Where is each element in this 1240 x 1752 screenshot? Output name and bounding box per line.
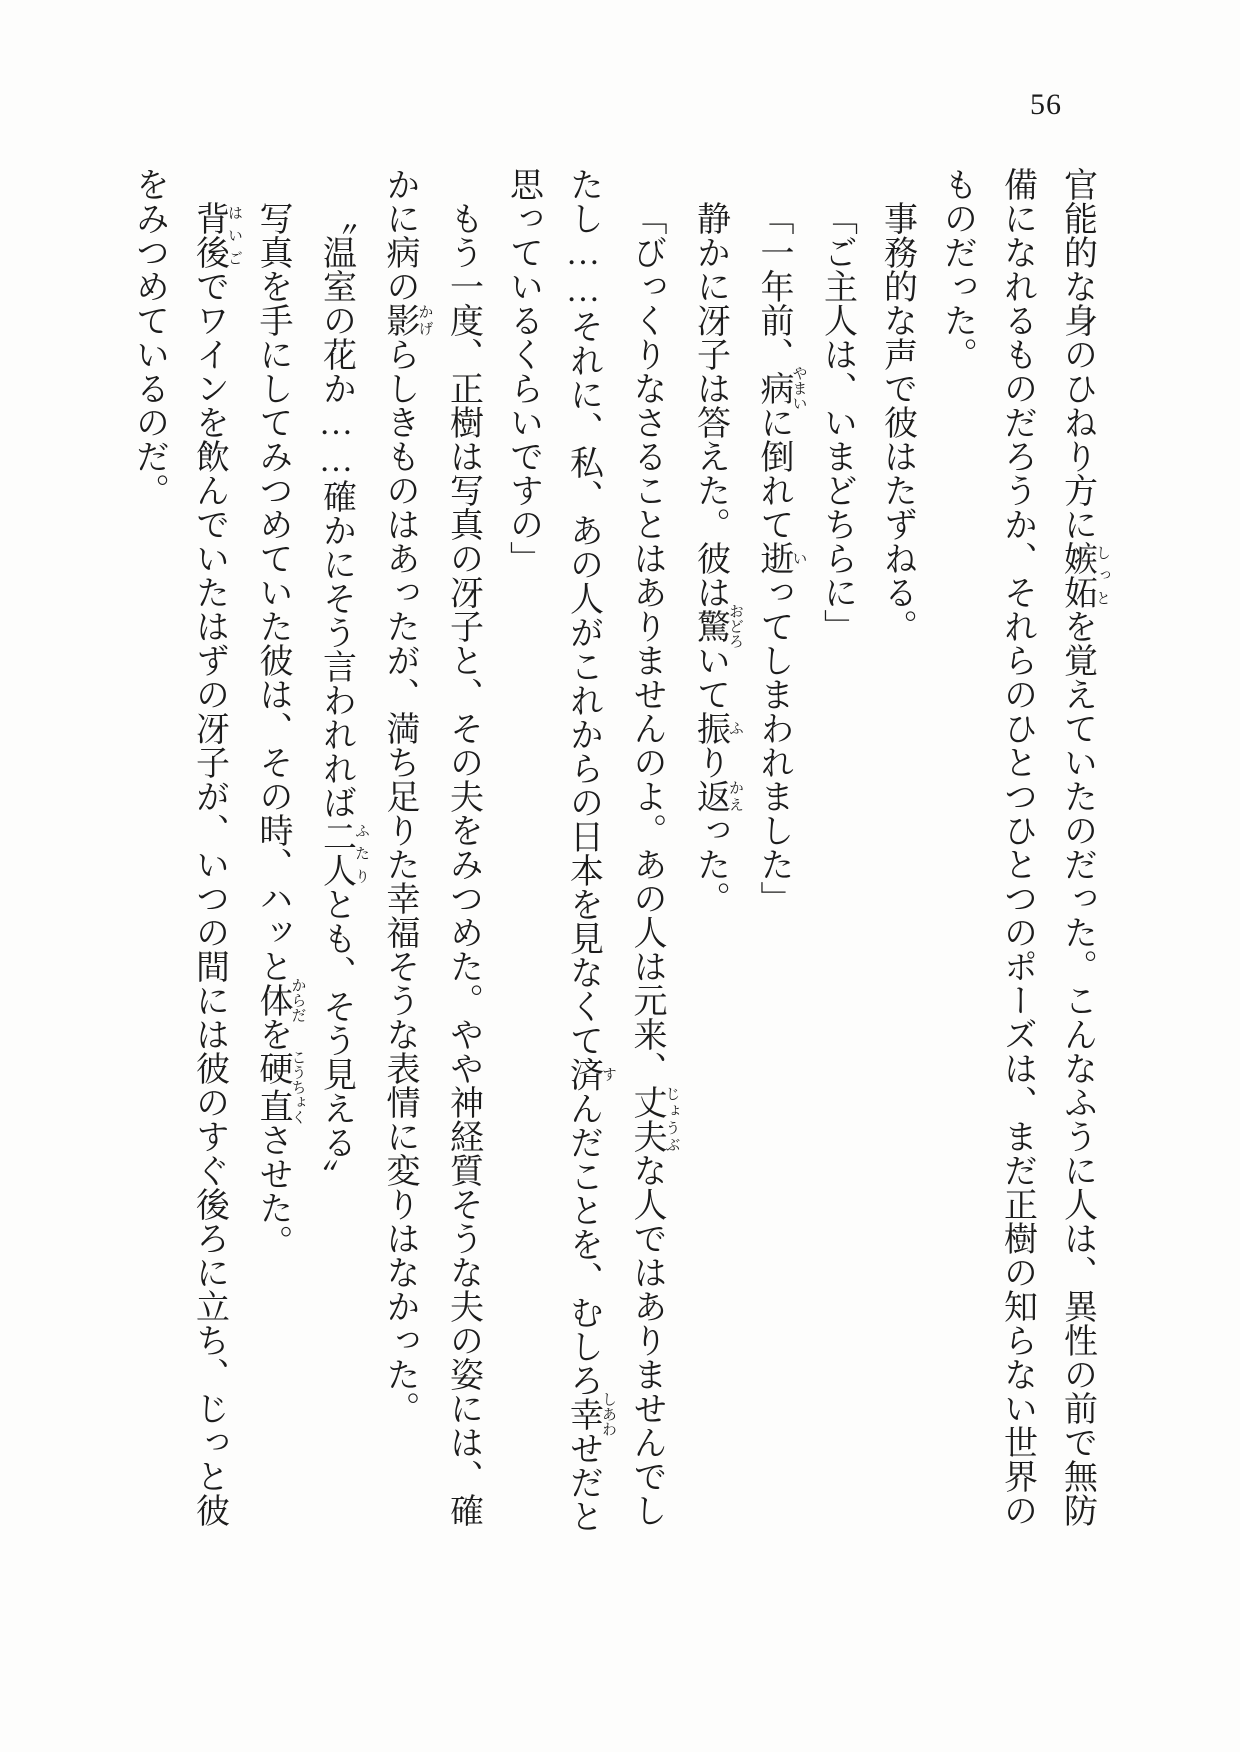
furigana-ruby: 病やまい	[755, 365, 807, 411]
furigana-reading: はいご	[226, 201, 242, 269]
furigana-reading: やまい	[790, 365, 807, 411]
furigana-reading: おどろ	[727, 603, 743, 649]
text-line: をみつめているのだ。	[130, 167, 168, 507]
text-line: 写真を手にしてみつめていた彼は、その時、ハッと体からだを硬直こうちょくさせた。	[254, 201, 306, 1259]
furigana-reading: こうちょく	[289, 1049, 306, 1125]
furigana-reading: じょうぶ	[663, 1085, 680, 1153]
furigana-ruby: 驚おどろ	[691, 603, 743, 649]
text-line: 「一年前、病やまいに倒れて逝いってしまわれました」	[755, 201, 807, 915]
furigana-ruby: 嫉妬しっと	[1058, 541, 1110, 609]
furigana-reading: ふ	[727, 711, 743, 745]
text-line: 「ご主人は、いまどちらに」	[818, 201, 856, 643]
furigana-ruby: 硬直こうちょく	[254, 1049, 306, 1125]
furigana-ruby: 幸しあわ	[564, 1391, 616, 1437]
furigana-ruby: 二人ふたり	[317, 819, 369, 887]
text-line: たし……それに、私、あの人がこれからの日本を見なくて済すんだことを、むしろ幸しあわせだと	[564, 167, 616, 1533]
text-line: 備になれるものだろうか、それらのひとつひとつのポーズは、まだ正樹の知らない世界の	[998, 167, 1036, 1527]
text-line: 官能的な身のひねり方に嫉妬しっとを覚えていたのだった。こんなふうに人は、異性の前で無防	[1058, 167, 1110, 1527]
furigana-reading: かげ	[416, 303, 433, 337]
text-block	[119, 167, 1111, 1531]
text-line: ものだった。	[938, 167, 976, 371]
furigana-reading: からだ	[289, 977, 306, 1023]
page-number: 56	[1030, 88, 1062, 121]
text-line: 〝温室の花か……確かにそう言われれば二人ふたりとも、そう見える〟	[317, 201, 369, 1193]
furigana-ruby: 体からだ	[254, 977, 306, 1023]
furigana-ruby: 背後はいご	[190, 201, 242, 269]
furigana-ruby: 影かげ	[381, 303, 433, 337]
furigana-ruby: 返かえ	[691, 779, 743, 813]
text-line: 思っているくらいですの」	[504, 167, 542, 575]
text-line: もう一度、正樹は写真の冴子と、その夫をみつめた。やや神経質そうな夫の姿には、確	[444, 201, 482, 1527]
furigana-reading: かえ	[727, 779, 743, 813]
furigana-ruby: 振ふ	[691, 711, 743, 745]
furigana-reading: い	[790, 541, 807, 575]
furigana-reading: しっと	[1094, 541, 1110, 609]
text-line: 静かに冴子は答えた。彼は驚おどろいて振ふり返かえった。	[691, 201, 743, 915]
text-line: 「びっくりなさることはありませんのよ。あの人は元来、丈夫じょうぶな人ではありませんでし	[628, 201, 680, 1527]
text-line: 背後はいごでワインを飲んでいたはずの冴子が、いつの間には彼のすぐ後ろに立ち、じっと彼	[190, 201, 242, 1527]
furigana-reading: しあわ	[600, 1391, 616, 1437]
text-line: 事務的な声で彼はたずねる。	[878, 201, 916, 643]
text-line: かに病の影かげらしきものはあったが、満ち足りた幸福そうな表情に変りはなかった。	[381, 167, 433, 1425]
furigana-reading: ふたり	[353, 819, 369, 887]
furigana-ruby: 丈夫じょうぶ	[628, 1085, 680, 1153]
furigana-ruby: 逝い	[755, 541, 807, 575]
furigana-reading: す	[600, 1057, 616, 1091]
furigana-ruby: 済す	[564, 1057, 616, 1091]
